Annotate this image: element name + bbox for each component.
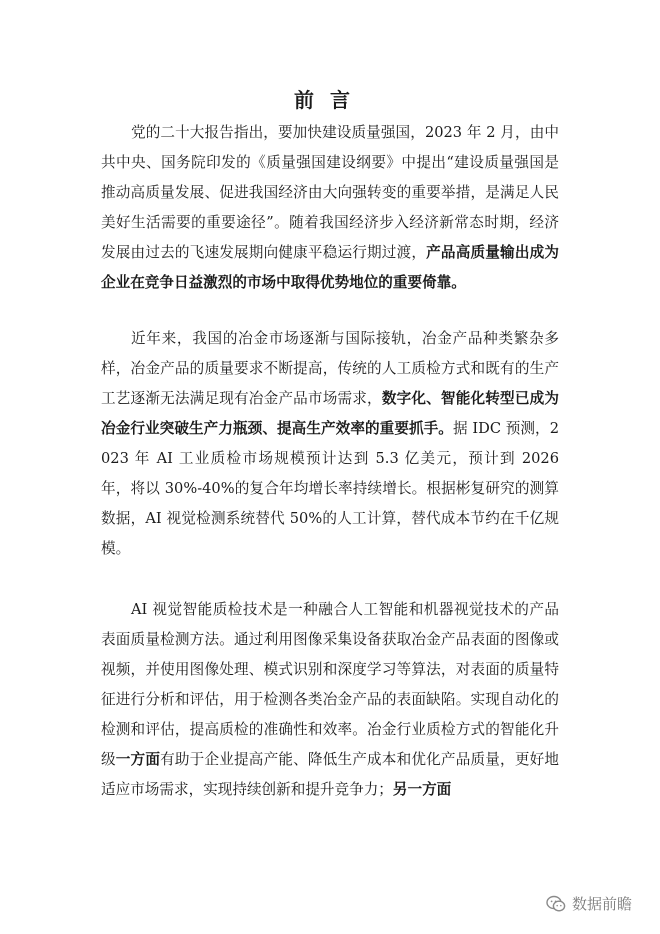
watermark bbox=[546, 893, 632, 914]
paragraph-2-emphasis: 数字化、智能化转型已成为冶金行业突破生产力瓶颈、提高生产效率的重要抓手。 bbox=[101, 390, 559, 437]
paragraph-2-text-tail: 据 IDC 预测，2023 年 AI 工业质检市场规模预计达到 5.3 亿美元，预计到 2026 年，将以 30%-40%的复合年均增长率持续增长。根据彬复研究的测算数据，AI 视觉检测系统替代 50%的人工计算，替代成本节约在千亿规模。 bbox=[101, 420, 559, 557]
paragraph-1 bbox=[101, 118, 559, 298]
watermark-text: 数据前瞻 bbox=[572, 895, 633, 913]
paragraph-2 bbox=[101, 324, 559, 564]
paragraph-3-text: AI 视觉智能质检技术是一种融合人工智能和机器视觉技术的产品表面质量检测方法。通过利用图像采集设备获取冶金产品表面的图像或视频，并使用图像处理、模式识别和深度学习等算法，对表面的质量特征进行分析和评估，用于检测各类冶金产品的表面缺陷。实现自动化的检测和评估，提高质检的准确性和效率。冶金行业质检方式的智能化升级 bbox=[101, 601, 559, 768]
paragraph-3-emphasis-2: 另一方面 bbox=[392, 781, 452, 798]
paragraph-3 bbox=[101, 595, 559, 805]
wechat-icon bbox=[546, 895, 566, 913]
paragraph-2-text: 近年来，我国的冶金市场逐渐与国际接轨，冶金产品种类繁杂多样，冶金产品的质量要求不断提高，传统的人工质检方式和既有的生产工艺逐渐无法满足现有冶金产品市场需求， bbox=[101, 330, 559, 407]
paragraph-3-emphasis-1: 一方面 bbox=[115, 751, 161, 768]
paragraph-1-text: 党的二十大报告指出，要加快建设质量强国，2023 年 2 月，由中共中央、国务院印发的《质量强国建设纲要》中提出“建设质量强国是推动高质量发展、促进我国经济由大向强转变的重要举措，是满足人民美好生活需要的重要途径”。随着我国经济步入经济新常态时期，经济发展由过去的飞速发展期向健康平稳运行期过渡， bbox=[101, 124, 559, 261]
paragraph-3-text-middle: 有助于企业提高产能、降低生产成本和优化产品质量，更好地适应市场需求，实现持续创新和提升竞争力； bbox=[101, 751, 559, 798]
page-title: 前言 bbox=[294, 88, 366, 112]
paragraph-1-emphasis: 产品高质量输出成为企业在竞争日益激烈的市场中取得优势地位的重要倚靠。 bbox=[101, 244, 559, 291]
